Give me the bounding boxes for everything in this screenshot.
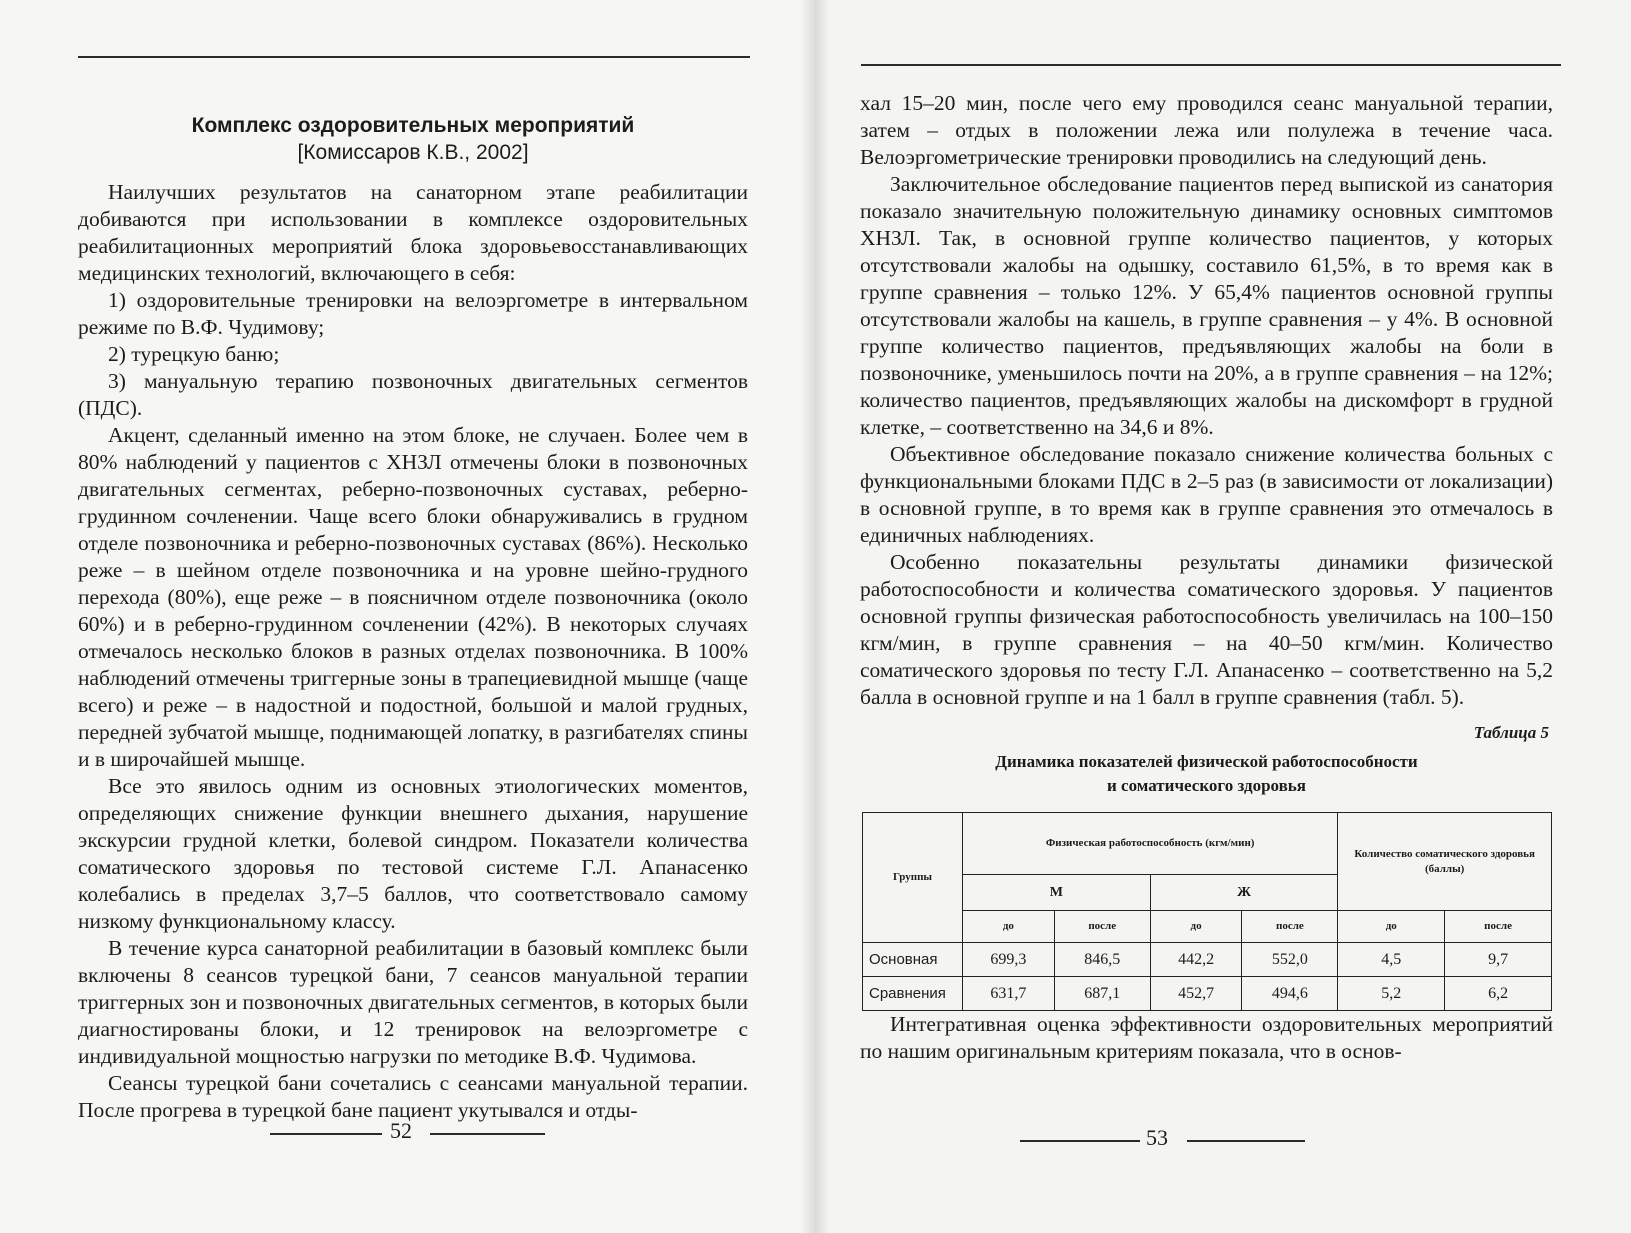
table-title <box>860 750 1553 798</box>
cell-value: 442,2 <box>1150 943 1242 977</box>
section-title: Комплекс оздоровительных мероприятий <box>191 114 635 137</box>
paragraph: Все это явилось одним из основных этиологических моментов, определяющих снижение функции внешнего дыхания, нарушение экскурсии грудной клетки, болевой синдром. Показатели количества соматического здоровья по тестовой системе Г.Л. Апанасенко колебались в пределах 3,7–5 баллов, что соответствовало самому низкому функциональному классу. <box>78 774 748 933</box>
cell-group: Сравнения <box>863 977 963 1011</box>
paragraph: Акцент, сделанный именно на этом блоке, не случаен. Более чем в 80% наблюдений у пациентов с ХНЗЛ отмечены блоки в позвоночных двигательных сегментах, реберно-позвоночных суставах, реберно-грудинном сочленении. Чаще всего блоки обнаруживались в грудном отделе позвоночника и реберно-позвоночных суставах (86%). Несколько реже – в шейном отделе позвоночника и на уровне шейно-грудного перехода (80%), еще реже – в поясничном отделе позвоночника (около 60%) и в реберно-грудинном сочленении (42%). В некоторых случаях отмечалось несколько блоков в разных отделах позвоночника. В 100% наблюдений отмечены триггерные зоны в трапециевидной мышце (чаще всего) и реже – в надостной и подостной, большой и малой грудных, передней зубчатой мышце, поднимающей лопатку, в разгибателях спины и в широчайшей мышце. <box>78 423 748 771</box>
section-source: [Комиссаров К.В., 2002] <box>297 141 529 164</box>
cell-value: 9,7 <box>1445 943 1552 977</box>
table-row <box>863 943 1552 977</box>
list-item: 3) мануальную терапию позвоночных двигательных сегментов (ПДС). <box>78 369 748 420</box>
list-item: 1) оздоровительные тренировки на велоэргометре в интервальном режиме по В.Ф. Чудимову; <box>78 288 748 339</box>
cell-group: Основная <box>863 943 963 977</box>
text-column <box>78 112 748 1124</box>
header-groups: Группы <box>863 813 963 943</box>
header-male: М <box>962 875 1150 911</box>
table-title-line: и соматического здоровья <box>1107 776 1306 795</box>
text-column <box>860 90 1553 1065</box>
paragraph: Объективное обследование показало снижение количества больных с функциональными блоками ПДС в 2–5 раз (в зависимости от локализации) в основной группе, в то время как в группе сравнения это отмечалось в единичных наблюдениях. <box>860 442 1553 547</box>
cell-value: 687,1 <box>1054 977 1150 1011</box>
header-after: после <box>1445 911 1552 943</box>
paragraph: Интегративная оценка эффективности оздоровительных мероприятий по нашим оригинальным критериям показала, что в основ- <box>860 1012 1553 1063</box>
list-item: 2) турецкую баню; <box>108 342 280 366</box>
header-somatic: Количество соматического здоровья (баллы) <box>1338 813 1552 911</box>
section-heading <box>78 112 748 166</box>
page-53 <box>815 0 1631 1233</box>
cell-value: 699,3 <box>962 943 1054 977</box>
header-before: до <box>962 911 1054 943</box>
footer-rule <box>1020 1140 1140 1142</box>
footer-rule <box>430 1133 545 1135</box>
header-after: после <box>1242 911 1338 943</box>
paragraph: Наилучших результатов на санаторном этапе реабилитации добиваются при использовании в комплексе оздоровительных реабилитационных мероприятий блока здоровьевосстанавливающих медицинских технологий, включающего в себя: <box>78 180 748 285</box>
page-52 <box>0 0 815 1233</box>
table-caption: Таблица 5 <box>1473 723 1549 742</box>
header-after: после <box>1054 911 1150 943</box>
paragraph: Заключительное обследование пациентов перед выпиской из санатория показало значительную положительную динамику основных симптомов ХНЗЛ. Так, в основной группе количество пациентов, у которых отсутствовали жалобы на одышку, составило 61,5%, в то время как в группе сравнения – только 12%. У 65,4% пациентов основной группы отсутствовали жалобы на кашель, в группе сравнения – у 4%. В основной группе количество пациентов, предъявляющих жалобы на боли в позвоночнике, уменьшилось почти на 20%, а в группе сравнения – на 12%; количество пациентов, предъявляющих жалобы на дискомфорт в грудной клетке, – соответственно на 34,6 и 8%. <box>860 172 1553 439</box>
cell-value: 4,5 <box>1338 943 1445 977</box>
top-rule <box>78 56 750 58</box>
cell-value: 846,5 <box>1054 943 1150 977</box>
header-before: до <box>1338 911 1445 943</box>
cell-value: 452,7 <box>1150 977 1242 1011</box>
footer-rule <box>1187 1140 1305 1142</box>
paragraph: Особенно показательны результаты динамики физической работоспособности и количества соматического здоровья. У пациентов основной группы физическая работоспособность увеличилась на 100–150 кгм/мин, в группе сравнения – на 40–50 кгм/мин. Количество соматического здоровья по тесту Г.Л. Апанасенко – соответственно на 5,2 балла в основной группе и на 1 балл в группе сравнения (табл. 5). <box>860 550 1553 709</box>
cell-value: 631,7 <box>962 977 1054 1011</box>
top-rule <box>861 64 1561 66</box>
page-number: 53 <box>1146 1125 1168 1150</box>
paragraph: Сеансы турецкой бани сочетались с сеансами мануальной терапии. После прогрева в турецкой бане пациент укутывался и отды- <box>78 1071 748 1122</box>
page-footer <box>0 1118 815 1148</box>
footer-rule <box>270 1133 382 1135</box>
header-physical: Физическая работоспособность (кгм/мин) <box>962 813 1337 875</box>
page-number: 52 <box>390 1118 412 1143</box>
cell-value: 6,2 <box>1445 977 1552 1011</box>
table-row <box>863 977 1552 1011</box>
header-female: Ж <box>1150 875 1338 911</box>
cell-value: 494,6 <box>1242 977 1338 1011</box>
cell-value: 5,2 <box>1338 977 1445 1011</box>
results-table <box>862 812 1552 1011</box>
page-footer <box>815 1125 1631 1155</box>
paragraph: В течение курса санаторной реабилитации в базовый комплекс были включены 8 сеансов турецкой бани, 7 сеансов мануальной терапии триггерных зон и позвоночных двигательных сегментов, в которых были диагностированы блоки, и 12 тренировок на велоэргометре с индивидуальной мощностью нагрузки по методике В.Ф. Чудимова. <box>78 936 749 1068</box>
table-title-line: Динамика показателей физической работоспособности <box>995 752 1418 771</box>
paragraph: хал 15–20 мин, после чего ему проводился сеанс мануальной терапии, затем – отдых в положении лежа или полулежа в течение часа. Велоэргометрические тренировки проводились на следующий день. <box>860 91 1553 169</box>
book-gutter <box>800 0 830 1233</box>
header-before: до <box>1150 911 1242 943</box>
cell-value: 552,0 <box>1242 943 1338 977</box>
